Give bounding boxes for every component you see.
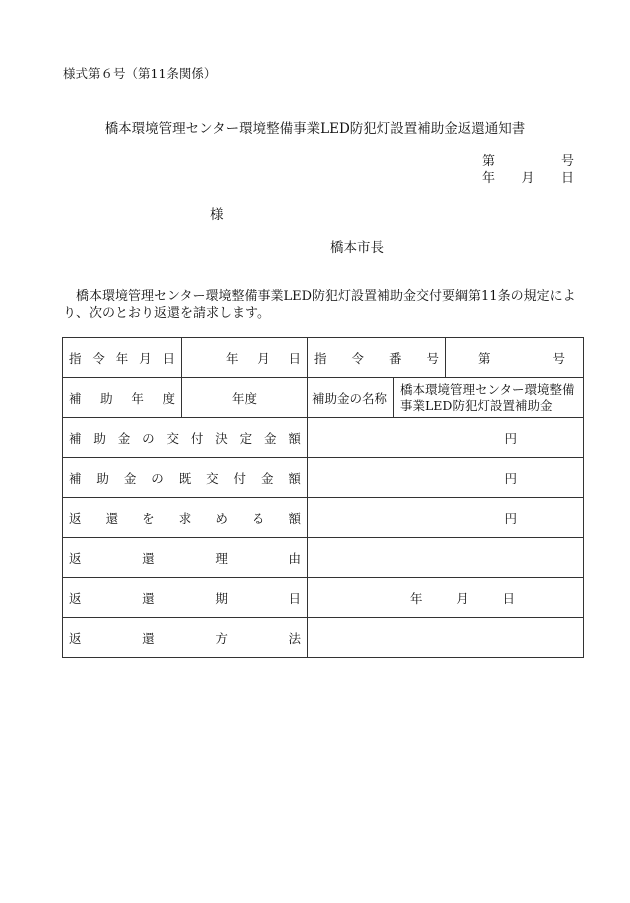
label-char: 日 bbox=[288, 350, 301, 366]
return-reason-label bbox=[63, 538, 308, 578]
return-deadline-value bbox=[308, 578, 584, 618]
label-char: 助 bbox=[100, 390, 113, 406]
label-char: 年 bbox=[115, 350, 129, 366]
label-char: 還 bbox=[142, 550, 155, 566]
label-char: 付 bbox=[190, 430, 204, 446]
table-row bbox=[63, 618, 584, 658]
table-row bbox=[63, 338, 584, 378]
return-notice-table bbox=[62, 337, 584, 658]
return-deadline-label bbox=[63, 578, 308, 618]
reference-year: 年 bbox=[482, 171, 496, 186]
label-char: め bbox=[215, 510, 228, 526]
label-char: 還 bbox=[105, 510, 119, 526]
subsidy-name-value: 橋本環境管理センター環境整備事業LED防犯灯設置補助金 bbox=[394, 378, 584, 418]
paid-amount-label bbox=[63, 458, 308, 498]
order-number-value bbox=[446, 338, 584, 378]
label-char: 補 bbox=[69, 430, 82, 446]
label-char: 令 bbox=[351, 350, 364, 366]
label-char: 指 bbox=[69, 350, 82, 366]
table-row bbox=[63, 498, 584, 538]
label-char: 助 bbox=[96, 470, 109, 486]
reference-date bbox=[482, 167, 574, 186]
label-char: 既 bbox=[178, 470, 192, 486]
label-char: を bbox=[142, 510, 155, 526]
order-number-label bbox=[308, 338, 446, 378]
label-char: 助 bbox=[93, 430, 106, 446]
table-row bbox=[63, 418, 584, 458]
label-char: 還 bbox=[142, 590, 155, 606]
order-date-value bbox=[182, 338, 308, 378]
label-char: 額 bbox=[288, 430, 301, 446]
table-row bbox=[63, 578, 584, 618]
label-char: 由 bbox=[288, 550, 301, 566]
table-row bbox=[63, 538, 584, 578]
return-method-label bbox=[63, 618, 308, 658]
reference-number-prefix: 第 bbox=[482, 154, 496, 169]
reference-month: 月 bbox=[521, 171, 535, 186]
label-char: 金 bbox=[264, 430, 277, 446]
subsidy-year-label bbox=[63, 378, 182, 418]
decided-amount-label bbox=[63, 418, 308, 458]
issuer: 橋本市長 bbox=[330, 240, 384, 256]
document-title: 橋本環境管理センター環境整備事業LED防犯灯設置補助金返還通知書 bbox=[104, 121, 526, 137]
order-date-label bbox=[63, 338, 182, 378]
label-char: 返 bbox=[69, 550, 82, 566]
label-char: 令 bbox=[92, 350, 105, 366]
label-char: 金 bbox=[260, 470, 274, 486]
return-amount-label bbox=[63, 498, 308, 538]
label-char: 年 bbox=[410, 590, 423, 606]
label-char: 法 bbox=[288, 630, 301, 646]
return-amount-value: 円 bbox=[308, 498, 584, 538]
label-char: 年 bbox=[226, 350, 239, 366]
label-char: る bbox=[251, 510, 265, 526]
reference-number-suffix: 号 bbox=[560, 154, 574, 169]
decided-amount-value: 円 bbox=[308, 418, 584, 458]
label-char: 返 bbox=[69, 590, 82, 606]
label-char: 還 bbox=[142, 630, 155, 646]
table-row bbox=[63, 378, 584, 418]
label-char: 番 bbox=[388, 350, 402, 366]
label-char: 付 bbox=[233, 470, 247, 486]
label-char: 金 bbox=[123, 470, 137, 486]
label-char: 補 bbox=[69, 470, 82, 486]
label-char: 月 bbox=[139, 350, 152, 366]
label-char: 日 bbox=[288, 590, 301, 606]
label-char: 求 bbox=[178, 510, 192, 526]
label-char: 金 bbox=[117, 430, 131, 446]
label-char: 定 bbox=[239, 430, 253, 446]
label-char: 返 bbox=[69, 630, 82, 646]
label-char: 日 bbox=[502, 590, 515, 606]
label-char: 方 bbox=[215, 630, 228, 646]
label-char: 月 bbox=[456, 590, 469, 606]
table-row bbox=[63, 458, 584, 498]
label-char: の bbox=[151, 470, 164, 486]
label-char: 決 bbox=[215, 430, 228, 446]
label-char: 交 bbox=[206, 470, 219, 486]
subsidy-year-value: 年度 bbox=[182, 378, 308, 418]
label-char: 月 bbox=[257, 350, 270, 366]
label-char: 指 bbox=[314, 350, 327, 366]
label-char: 額 bbox=[288, 510, 301, 526]
label-char: 度 bbox=[162, 390, 175, 406]
subsidy-name-label: 補助金の名称 bbox=[308, 378, 394, 418]
label-char: 号 bbox=[426, 350, 439, 366]
label-char: 第 bbox=[478, 350, 491, 366]
recipient-suffix: 様 bbox=[210, 207, 224, 223]
return-method-value bbox=[308, 618, 584, 658]
label-char: 年 bbox=[131, 390, 144, 406]
label-char: 交 bbox=[166, 430, 180, 446]
label-char: の bbox=[142, 430, 155, 446]
label-char: 号 bbox=[552, 350, 565, 366]
label-char: 期 bbox=[215, 590, 228, 606]
label-char: 額 bbox=[288, 470, 301, 486]
label-char: 理 bbox=[215, 550, 228, 566]
return-reason-value bbox=[308, 538, 584, 578]
body-text: 橋本環境管理センター環境整備事業LED防犯灯設置補助金交付要綱第11条の規定により、次のとおり返還を請求します。 bbox=[63, 289, 576, 321]
form-label: 様式第６号（第11条関係） bbox=[63, 66, 217, 81]
paid-amount-value: 円 bbox=[308, 458, 584, 498]
reference-day: 日 bbox=[560, 171, 574, 186]
label-char: 補 bbox=[69, 390, 82, 406]
label-char: 返 bbox=[69, 510, 82, 526]
label-char: 日 bbox=[162, 350, 175, 366]
